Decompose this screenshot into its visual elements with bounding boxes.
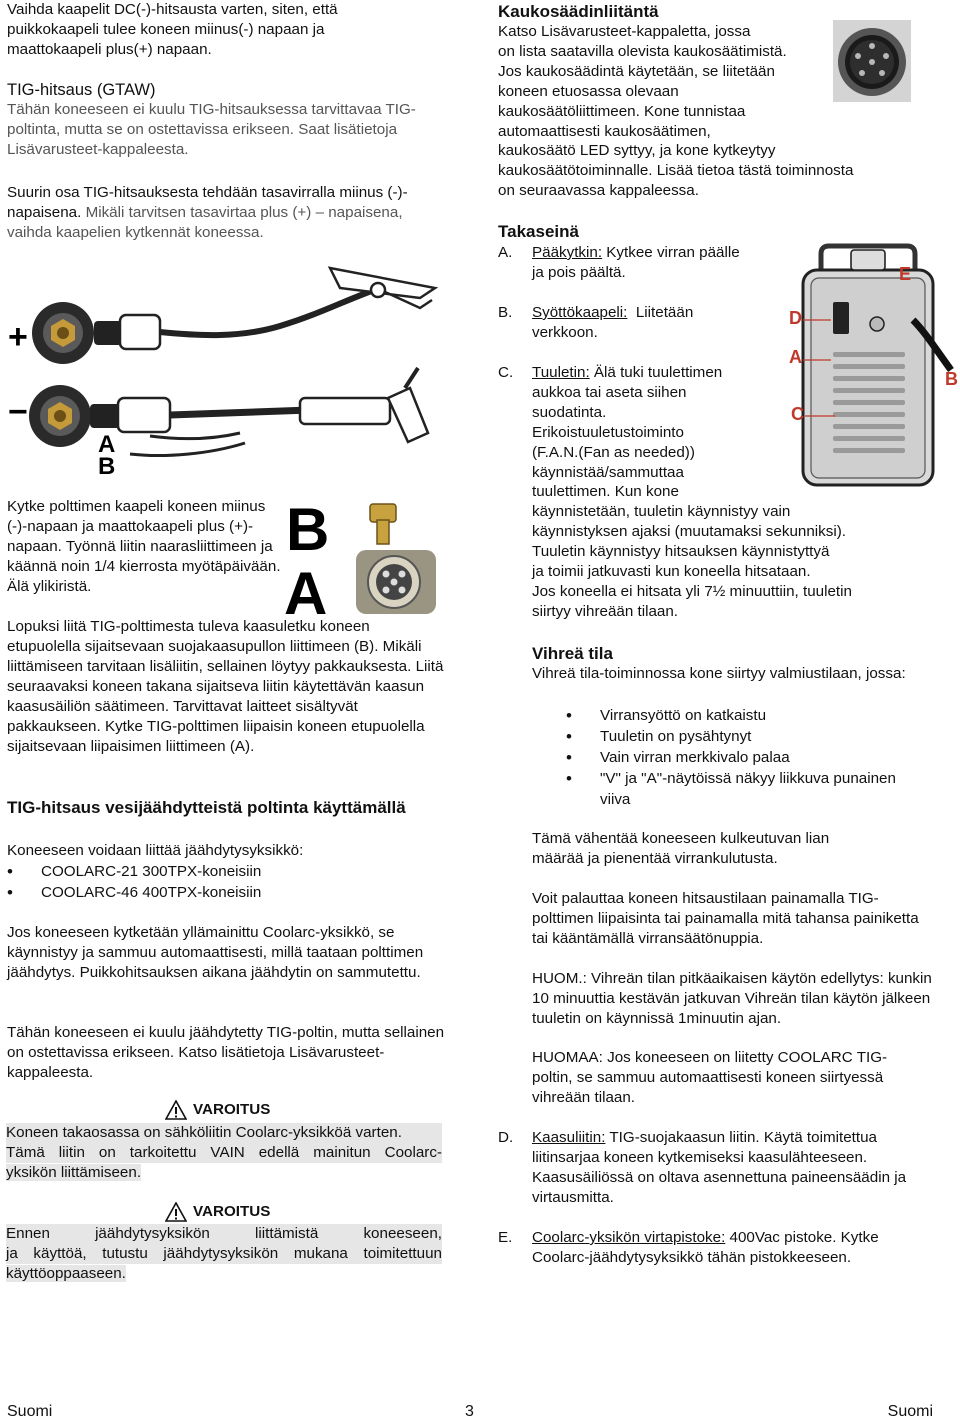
remote-line: koneen etuosassa olevaan bbox=[498, 82, 679, 100]
item-c-line: suodatinta. bbox=[532, 403, 607, 421]
fan-vents-icon bbox=[833, 352, 905, 453]
cable-connection-figure bbox=[0, 258, 445, 480]
tig-paragraph-2 bbox=[7, 183, 447, 243]
remote-paragraph-end bbox=[498, 161, 938, 201]
item-a-desc: Kytkee virran päälle bbox=[602, 244, 740, 261]
panel-label-b: B bbox=[945, 369, 958, 389]
green-list-item: • Virransyöttö on katkaistu bbox=[566, 705, 896, 726]
remote-title: Kaukosäädinliitäntä bbox=[498, 2, 659, 21]
fig2-label-a: A bbox=[284, 560, 328, 618]
tig-paragraph-2-b: Mikäli tarvitsen tasavirtaa plus (+) – napaisena, vaihda kaapelien kytkennät koneessa. bbox=[7, 204, 403, 241]
fig2-label-b: B bbox=[286, 498, 330, 563]
item-b-text bbox=[532, 303, 782, 343]
warning-triangle-icon bbox=[165, 1100, 187, 1120]
item-e-letter: E. bbox=[498, 1229, 513, 1246]
panel-label-a: A bbox=[789, 347, 802, 367]
connect-paragraph: Kytke polttimen kaapeli koneen miinus (-)-napaan ja maattokaapeli plus (+)-napaan. Työnnä liitin naarasliittimeen ja käännä noin 1/4 kierrosta myötäpäivään. Älä ylikiristä. bbox=[7, 498, 281, 595]
warning-1-line-3 bbox=[6, 1163, 442, 1183]
coolarc-list bbox=[7, 861, 447, 903]
water-cooled-title: TIG-hitsaus vesijäähdytteistä poltinta käyttämällä bbox=[7, 798, 406, 817]
green-list-item: • "V" ja "A"-näytöissä näkyy liikkuva punainen viiva bbox=[566, 768, 896, 810]
coolarc-list-item: • COOLARC-46 400TPX-koneisiin bbox=[7, 882, 447, 903]
remote-line: Jos kaukosäädintä käytetään, se liitetään bbox=[498, 62, 775, 80]
warning-2-line-1: Ennen jäähdytysyksikön liittämistä koneeseen, bbox=[6, 1225, 442, 1242]
item-d-desc: TIG-suojakaasun liitin. Käytä toimitettua liitinsarjaa koneen kytkemiseksi kaasulähteeseen. Kaasusäiliössä on oltava asennettuna paineensäädin ja virtausmitta. bbox=[532, 1129, 907, 1206]
fig1-label-b: B bbox=[98, 453, 116, 480]
warning-triangle-icon bbox=[165, 1202, 187, 1222]
green-paragraph-5: HUOMAA: Jos koneeseen on liitetty COOLARC TIG-poltin, se sammuu automaattisesti koneen siirtyessä vihreään tilaan. bbox=[532, 1049, 888, 1106]
green-list-item: • Vain virran merkkivalo palaa bbox=[566, 747, 896, 768]
warning-box-1 bbox=[6, 1123, 442, 1183]
fig1-label-a: A bbox=[98, 431, 116, 458]
item-e-term: Coolarc-yksikön virtapistoke: bbox=[532, 1229, 726, 1246]
page-number: 3 bbox=[465, 1403, 474, 1420]
item-b-term: Syöttökaapeli: bbox=[532, 304, 628, 321]
panel-label-c: C bbox=[791, 404, 804, 424]
footer-language-right: Suomi bbox=[887, 1403, 933, 1420]
item-d-letter: D. bbox=[498, 1129, 514, 1146]
warning-2-line-3 bbox=[6, 1264, 442, 1284]
back-panel-figure bbox=[785, 240, 960, 495]
warning-box-2 bbox=[6, 1224, 442, 1284]
item-b-line-2: verkkoon. bbox=[532, 324, 598, 341]
main-switch-icon bbox=[833, 302, 849, 334]
green-list-item: • Tuuletin on pysähtynyt bbox=[566, 726, 896, 747]
warning-1-line-1: Koneen takaosassa on sähköliitin Coolarc-yksikköä varten. bbox=[6, 1123, 442, 1143]
item-c-letter: C. bbox=[498, 364, 514, 381]
plus-terminal-icon bbox=[32, 302, 94, 364]
warning-label: VAROITUS bbox=[193, 1101, 271, 1118]
remote-line: kaukosäätöliittimeen. Kone tunnistaa bbox=[498, 102, 746, 120]
item-c-line: Jos koneella ei hitsata yli 7½ minuuttiin, tuuletin bbox=[532, 582, 852, 600]
gas-inlet-icon bbox=[870, 317, 884, 331]
gas-trigger-connectors-figure bbox=[282, 498, 442, 618]
warning-2-line-3-text: käyttöoppaaseen. bbox=[6, 1265, 126, 1282]
item-a-line-1 bbox=[532, 243, 782, 263]
green-paragraph-2: Tämä vähentää koneeseen kulkeutuvan lian määrää ja pienentää virrankulutusta. bbox=[532, 830, 830, 867]
panel-label-e: E bbox=[899, 264, 912, 284]
tig-paragraph-2-a: Suurin osa TIG-hitsauksesta tehdään tasavirralla miinus (-)-napaisena. bbox=[7, 184, 408, 221]
warning-1-line-2: Tämä liitin on tarkoitettu VAIN edellä mainitun Coolarc- bbox=[6, 1144, 442, 1161]
item-a-letter: A. bbox=[498, 244, 513, 261]
item-b-desc: Liitetään bbox=[627, 304, 694, 321]
item-d-text bbox=[532, 1128, 936, 1208]
tig-title: TIG-hitsaus (GTAW) bbox=[7, 81, 156, 99]
intro-paragraph: Vaihda kaapelit DC(-)-hitsausta varten, siten, että puikkokaapeli tulee koneen miinus(-) napaan ja maattokaapeli plus(+) napaan. bbox=[7, 1, 338, 58]
item-c-line: aukkoa tai aseta siihen bbox=[532, 383, 687, 401]
warning-label: VAROITUS bbox=[193, 1203, 271, 1220]
item-c-line: käynnistyksen ajaksi (muutamaksi sekunniksi). bbox=[532, 523, 846, 541]
item-a-line-2: ja pois päältä. bbox=[532, 264, 626, 281]
warning-heading-2 bbox=[165, 1202, 270, 1222]
green-paragraph-3: Voit palauttaa koneen hitsaustilaan painamalla TIG-polttimen liipaisinta tai painamalla mitä tahansa painiketta tai kääntämällä virransäätönuppia. bbox=[532, 890, 919, 947]
item-e-desc: 400Vac pistoke. Kytke Coolarc-jäähdytysyksikkö tähän pistokkeeseen. bbox=[532, 1229, 879, 1266]
item-b-line-1 bbox=[532, 303, 782, 323]
back-panel-title: Takaseinä bbox=[498, 222, 579, 241]
item-c-line: Erikoistuuletustoiminto bbox=[532, 423, 684, 441]
remote-paragraph bbox=[498, 22, 858, 161]
item-e-text bbox=[532, 1228, 936, 1268]
panel-label-d: D bbox=[789, 308, 802, 328]
water-paragraph-1: Koneeseen voidaan liittää jäähdytysyksikkö: bbox=[7, 842, 304, 859]
trigger-connector-icon bbox=[356, 550, 436, 614]
item-b-letter: B. bbox=[498, 304, 513, 321]
remote-connector-icon bbox=[833, 20, 911, 102]
water-paragraph-2: Jos koneeseen kytketään yllämainittu Coolarc-yksikkö, se käynnistyy ja sammuu automaattisesti, millä taataan polttimen jäähdytys. Puikkohitsauksen aikana jäähdytin on sammutettu. bbox=[7, 924, 424, 981]
item-c-desc: Älä tuki tuulettimen bbox=[589, 364, 723, 381]
item-c-line: käynnistää/sammuttaa bbox=[532, 463, 684, 481]
item-c-line: käynnistetään, tuuletin käynnistyy vain bbox=[532, 503, 791, 521]
remote-line: kaukosäätö LED syttyy, ja kone kytkeytyy bbox=[498, 142, 776, 160]
remote-line: Katso Lisävarusteet-kappaletta, jossa bbox=[498, 23, 751, 40]
gas-connector-icon bbox=[370, 504, 396, 544]
item-c-line: (F.A.N.(Fan as needed)) bbox=[532, 443, 695, 461]
item-c-term: Tuuletin: bbox=[532, 364, 590, 381]
remote-line: on lista saatavilla olevista kaukosäätimistä. bbox=[498, 42, 787, 60]
connect-paragraph-2: Lopuksi liitä TIG-polttimesta tuleva kaasuletku koneen etupuolella sijaitsevaan suojakaasupullon liittimeen (B). Mikäli liittämiseen tarvitaan lisäliitin, sellainen löytyy pakkauksesta. Liitä seuraavaksi koneen takana sijaitseva liitin käytettävän kaasun kaasusäiliön säätimeen. Tarvittavat laitteet sisältyvät pakkaukseen. Kytke TIG-polttimen liipaisin koneen etupuolella sijaitsevaan liipaisimen liittimeen (A). bbox=[7, 618, 444, 755]
item-c-line: ja toimii jatkuvasti kun koneella hitsataan. bbox=[532, 563, 811, 581]
footer-language-left: Suomi bbox=[7, 1403, 53, 1420]
remote-line: on seuraavassa kappaleessa. bbox=[498, 181, 699, 199]
minus-terminal-icon bbox=[29, 385, 91, 447]
water-paragraph-3: Tähän koneeseen ei kuulu jäähdytetty TIG-poltin, mutta sellainen on ostettavissa erikseen. Katso lisätietoja Lisävarusteet-kappaleesta. bbox=[7, 1024, 445, 1081]
green-mode-title: Vihreä tila bbox=[532, 644, 613, 663]
green-mode-list bbox=[566, 705, 896, 810]
plus-sign: + bbox=[8, 318, 28, 356]
warning-1-line-3-text: yksikön liittämiseen. bbox=[6, 1164, 142, 1181]
item-c-line: siirtyy vihreään tilaan. bbox=[532, 602, 679, 620]
remote-line: automaattisesti kaukosäätimen, bbox=[498, 122, 711, 140]
green-mode-intro: Vihreä tila-toiminnossa kone siirtyy valmiustilaan, jossa: bbox=[532, 665, 906, 682]
item-c-line: Tuuletin käynnistyy hitsauksen käynnistyttyä bbox=[532, 543, 830, 561]
remote-line: kaukosäätötoiminnalle. Lisää tietoa tästä toiminnosta bbox=[498, 162, 854, 179]
coolarc-list-item: • COOLARC-21 300TPX-koneisiin bbox=[7, 861, 447, 882]
item-a-term: Pääkytkin: bbox=[532, 244, 603, 261]
minus-sign: − bbox=[8, 393, 28, 431]
warning-2-line-2: ja käyttöä, tutustu jäähdytysyksikön mukana toimitettuun bbox=[6, 1245, 442, 1262]
tig-paragraph-1: Tähän koneeseen ei kuulu TIG-hitsauksessa tarvittavaa TIG-poltinta, mutta se on ostettavissa erikseen. Saat lisätietoja Lisävarusteet-kappaleesta. bbox=[7, 101, 416, 158]
item-a-text bbox=[532, 243, 782, 283]
green-paragraph-4: HUOM.: Vihreän tilan pitkäaikaisen käytön edellytys: kunkin 10 minuuttia kestävän jatkuvan Vihreän tilan käytön jälkeen tuuletin on käynnissä 1minuutin ajan. bbox=[532, 970, 932, 1027]
item-d-term: Kaasuliitin: bbox=[532, 1129, 606, 1146]
warning-heading-1 bbox=[165, 1100, 270, 1120]
power-outlet-icon bbox=[851, 250, 885, 270]
item-c-line: tuulettimen. Kun kone bbox=[532, 483, 679, 501]
